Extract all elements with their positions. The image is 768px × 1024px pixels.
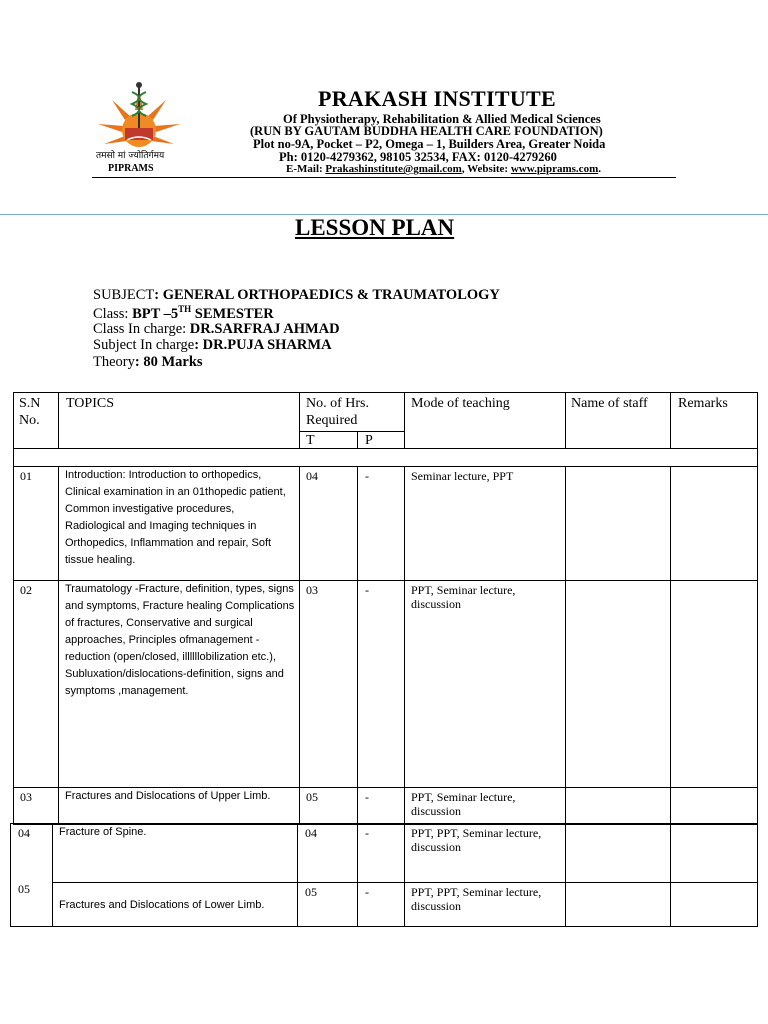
institute-name: PRAKASH INSTITUTE <box>318 86 556 111</box>
staff-cell <box>565 882 671 927</box>
row-topic: Fractures and Dislocations of Lower Limb. <box>59 899 265 911</box>
row-sn: 04 <box>18 826 30 840</box>
row-sn: 02 <box>20 583 32 597</box>
t-cell <box>299 580 358 788</box>
p-cell <box>357 580 405 788</box>
header-mode: Mode of teaching <box>411 396 510 411</box>
topic-cell <box>58 466 300 581</box>
row-t: 05 <box>305 885 317 899</box>
subject-label: SUBJECT <box>93 287 155 303</box>
subject-line <box>93 287 500 304</box>
sn-cell <box>13 580 59 788</box>
t-cell <box>299 466 358 581</box>
topic-cell <box>52 823 298 883</box>
header-topics: TOPICS <box>66 396 114 411</box>
mode-cell <box>404 466 566 581</box>
logo-motto: तमसो मां ज्योतिर्गमय <box>96 151 165 161</box>
row-t: 03 <box>306 583 318 597</box>
topic-cell <box>58 580 300 788</box>
header-staff-cell <box>565 392 671 449</box>
theory-value: : 80 Marks <box>134 354 203 370</box>
logo-label: PIPRAMS <box>108 163 154 174</box>
staff-cell <box>565 787 671 825</box>
header-remarks-cell <box>670 392 758 449</box>
email-label: E-Mail: <box>286 163 326 175</box>
staff-cell <box>565 466 671 581</box>
row-p: - <box>365 790 369 804</box>
staff-cell <box>565 580 671 788</box>
header-p: P <box>365 433 373 448</box>
mode-cell <box>404 882 566 927</box>
row-sn: 05 <box>18 882 30 896</box>
header-remarks: Remarks <box>678 396 728 411</box>
t-cell <box>297 823 358 883</box>
remarks-cell <box>670 882 758 927</box>
subject-incharge-value: : DR.PUJA SHARMA <box>194 337 332 353</box>
institute-subtitle: Of Physiotherapy, Rehabilitation & Allied Medical Sciences <box>283 112 601 126</box>
subject-incharge-line <box>93 337 332 354</box>
class-incharge-line <box>93 321 340 338</box>
row-mode: Seminar lecture, PPT <box>411 469 514 483</box>
t-cell <box>299 787 358 825</box>
row-mode: PPT, PPT, Seminar lecture, discussion <box>411 826 542 854</box>
t-cell <box>297 882 358 927</box>
row-mode: PPT, Seminar lecture, discussion <box>411 790 516 818</box>
row-mode: PPT, PPT, Seminar lecture, discussion <box>411 885 542 913</box>
header-sn-cell <box>13 392 59 449</box>
sn-cell <box>10 882 53 927</box>
institute-foundation: (RUN BY GAUTAM BUDDHA HEALTH CARE FOUNDATION) <box>250 124 603 138</box>
row-p: - <box>365 885 369 899</box>
remarks-cell <box>670 823 758 883</box>
header-staff: Name of staff <box>571 396 648 411</box>
remarks-cell <box>670 787 758 825</box>
row-mode: PPT, Seminar lecture, discussion <box>411 583 516 611</box>
website-link[interactable]: www.piprams.com <box>510 163 599 175</box>
row-t: 05 <box>306 790 318 804</box>
header-t: T <box>306 433 315 448</box>
row-t: 04 <box>305 826 317 840</box>
p-cell <box>357 787 405 825</box>
header-hrs: No. of Hrs. Required <box>306 396 369 428</box>
theory-label: Theory <box>93 354 135 370</box>
header-hrs-cell <box>299 392 405 432</box>
contact-end: . <box>598 163 601 175</box>
mode-cell <box>404 823 566 883</box>
letterhead-rule <box>92 177 676 178</box>
row-topic: Introduction: Introduction to orthopedics, Clinical examination in an 01thopedic patient, Common investigative procedures, Radiological and Imaging techniques in Orthopedics, Inflammation and repair, Soft tissue healing. <box>65 469 286 566</box>
incharge-label: Class In charge: <box>93 321 190 337</box>
row-sn: 01 <box>20 469 32 483</box>
row-sn: 03 <box>20 790 32 804</box>
row-p: - <box>365 583 369 597</box>
remarks-cell <box>670 466 758 581</box>
p-cell <box>357 882 405 927</box>
class-value: BPT –5TH SEMESTER <box>132 304 274 322</box>
row-t: 04 <box>306 469 318 483</box>
topic-cell <box>52 882 298 927</box>
p-cell <box>357 466 405 581</box>
class-label: Class: <box>93 306 133 322</box>
row-topic: Traumatology -Fracture, definition, types, signs and symptoms, Fracture healing Complications of fractures, Conservative and surgical approaches, Principles ofmanagement - reduction (open/closed, illllllobilization etc.), Subluxation/dislocations-definition, signs and symptoms ,management. <box>65 583 295 697</box>
spacer-row <box>13 448 758 467</box>
institute-contact <box>286 163 601 175</box>
institute-address: Plot no-9A, Pocket – P2, Omega – 1, Builders Area, Greater Noida <box>253 137 606 151</box>
header-sn: S.N No. <box>19 396 41 428</box>
subject-value: : GENERAL ORTHOPAEDICS & TRAUMATOLOGY <box>154 287 500 303</box>
row-topic: Fractures and Dislocations of Upper Limb. <box>65 790 271 802</box>
remarks-cell <box>670 580 758 788</box>
institute-phone: Ph: 0120-4279362, 98105 32534, FAX: 0120-4279260 <box>279 150 557 164</box>
header-t-cell <box>299 431 358 449</box>
row-p: - <box>365 826 369 840</box>
mode-cell <box>404 580 566 788</box>
subject-incharge-label: Subject In charge <box>93 337 195 353</box>
topic-cell <box>58 787 300 825</box>
row-topic: Fracture of Spine. <box>59 826 147 838</box>
staff-cell <box>565 823 671 883</box>
row-p: - <box>365 469 369 483</box>
page-title: LESSON PLAN <box>295 215 455 240</box>
sn-cell <box>13 787 59 825</box>
website-label: , Website: <box>461 163 511 175</box>
header-mode-cell <box>404 392 566 449</box>
header-p-cell <box>357 431 405 449</box>
p-cell <box>357 823 405 883</box>
sn-cell <box>13 466 59 581</box>
header-topics-cell <box>58 392 300 449</box>
theory-line <box>93 354 203 371</box>
mode-cell <box>404 787 566 825</box>
incharge-value: DR.SARFRAJ AHMAD <box>189 321 340 337</box>
email-link[interactable]: Prakashinstitute@gmail.com <box>325 163 462 175</box>
